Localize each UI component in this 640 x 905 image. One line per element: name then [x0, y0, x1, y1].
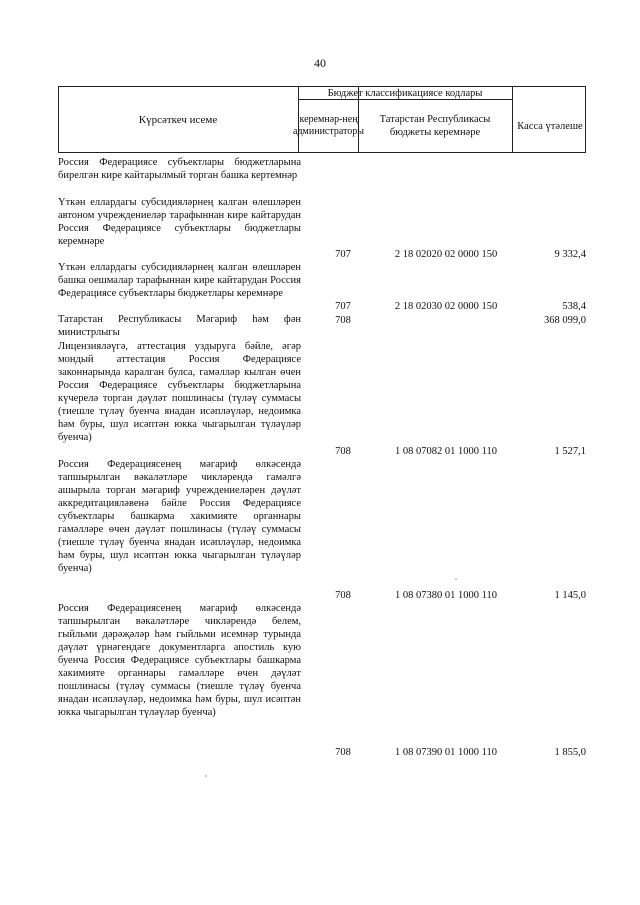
- row-amount: 368 099,0: [544, 315, 586, 327]
- table-body: [58, 157, 586, 760]
- row-admin-code: 708: [335, 446, 351, 458]
- row-amount: 538,4: [562, 301, 586, 313]
- header-indicator-name: Күрсәткеч исеме: [138, 113, 218, 126]
- row-admin-code: 708: [335, 747, 351, 759]
- row-description: Үткән еллардагы субсидияләрнең калган өлешләрен башка оешмалар тарафыннан кире кайтарудан Россия Федерациясе субъектлары бюджетлары керемнәре: [58, 262, 301, 299]
- table-row: [58, 157, 586, 197]
- table-row: [58, 459, 586, 603]
- header-budget-codes: Бюджет классификациясе кодлары: [327, 87, 483, 99]
- row-amount: 1 145,0: [554, 590, 586, 602]
- row-revenue-code: 1 08 07082 01 1000 110: [395, 446, 497, 458]
- row-admin-code: 707: [335, 301, 351, 313]
- row-description: Лицензияләүгә, аттестация уздыруга бәйле, әгәр мондый аттестация Россия Федерациясе законнарында каралган булса, гамәлләр кылган өчен Россия Федерациясе субъектлары бюджетларына күчерелә торган дәүләт пошлинасы (түләү суммасы (тиешле түләү буенча янадан исәпләүләр, недоимка һәм буры, шул исәптән юкка чыгарылган түләүләр буенча): [58, 341, 301, 443]
- row-amount: 9 332,4: [554, 249, 586, 261]
- row-revenue-code: 1 08 07380 01 1000 110: [395, 590, 497, 602]
- header-cash-execution: Касса үтәлеше: [517, 120, 583, 132]
- row-revenue-code: 1 08 07390 01 1000 110: [395, 747, 497, 759]
- row-description: Россия Федерациясе субъектлары бюджетларына бирелгән кире кайтарылмый торган башка кертемнәр: [58, 157, 301, 181]
- row-description: Россия Федерациясенең мәгариф өлкәсендә тапшырылган вәкаләтләре чикләрендә белем, гыйльми дәрәҗәләр һәм гыйльми исемнәр турында дәүләт үрнәгендәге документларга апостиль кую буенча Россия Федерациясе субъектлары башкарма хакимияте органнары гамәлләре өчен дәүләт пошлинасы (түләү суммасы (тиешле түләү буенча янадан исәпләүләр, недоимка һәм буры, шул исәптән юкка чыгарылган түләүләр буенча): [58, 603, 301, 718]
- scan-speck: [455, 578, 457, 580]
- table-row: [58, 262, 586, 314]
- row-admin-code: 708: [335, 590, 351, 602]
- table-row: [58, 197, 586, 262]
- table-row: [58, 341, 586, 459]
- header-admin-code: керемнәр-нең администраторы: [293, 114, 364, 137]
- row-amount: 1 527,1: [554, 446, 586, 458]
- row-admin-code: 707: [335, 249, 351, 261]
- row-description: Россия Федерациясенең мәгариф өлкәсендә тапшырылган вәкаләтләре чикләрендә гамәлгә ашырыла торган мәгариф учреждениеләрен дәүләт аккредитацияләвенә бәйле Россия Федерациясе субъектлары башкарма хакимияте органнары гамәлләре өчен дәүләт пошлинасы (түләү суммасы (тиешле түләү буенча янадан исәпләүләр, недоимка һәм буры, шул исәптән юкка чыгарылган түләүләр буенча): [58, 459, 301, 574]
- row-revenue-code: 2 18 02030 02 0000 150: [394, 301, 498, 313]
- page-number: 40: [314, 56, 326, 70]
- row-amount: 1 855,0: [554, 747, 586, 759]
- header-divider: [512, 87, 513, 152]
- header-revenue-code: Татарстан Республикасы бюджеты керемнәре: [379, 114, 491, 138]
- table-row: [58, 314, 586, 341]
- row-revenue-code: 2 18 02020 02 0000 150: [394, 249, 498, 261]
- row-description: Татарстан Республикасы Мәгариф һәм фән министрлыгы: [58, 314, 301, 338]
- row-admin-code: 708: [335, 315, 351, 327]
- row-description: Үткән еллардагы субсидияләрнең калган өлешләрен автоном учреждениеләр тарафыннан кире кайтарудан Россия Федерациясе субъектлары бюджетлары керемнәре: [58, 197, 301, 247]
- scan-speck: [205, 775, 207, 777]
- table-row: [58, 603, 586, 760]
